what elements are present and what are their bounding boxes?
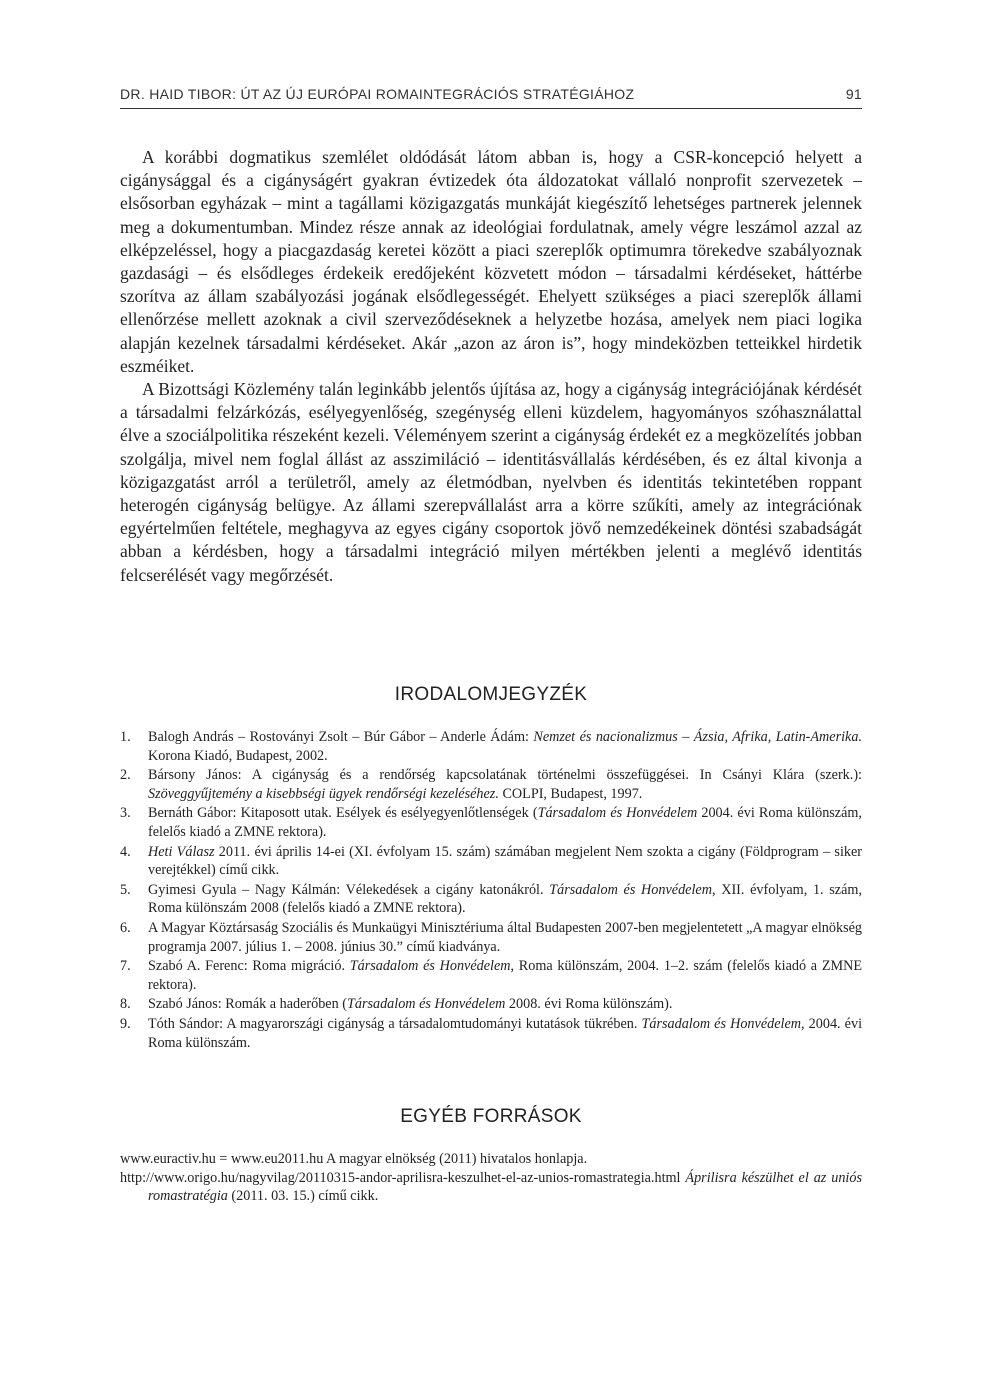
reference-item: [120, 728, 862, 765]
other-sources-list: [120, 1150, 862, 1206]
reference-item: [120, 881, 862, 918]
reference-text: Szabó János: Romák a haderőben (: [148, 996, 347, 1013]
reference-text: Gyimesi Gyula – Nagy Kálmán: Vélekedések a cigány katonákról.: [148, 881, 550, 898]
source-item: [120, 1169, 862, 1206]
reference-title: Társadalom és Honvédelem: [537, 805, 698, 822]
reference-number: 6.: [120, 919, 131, 936]
reference-text: Bársony János: A cigányság és a rendőrség kapcsolatának történelmi összefüggései. In Csányi Klára (szerk.):: [148, 767, 862, 784]
other-sources-heading: EGYÉB FORRÁSOK: [400, 1106, 582, 1127]
references-heading: IRODALOMJEGYZÉK: [394, 684, 588, 705]
reference-text: Balogh András – Rostoványi Zsolt – Búr Gábor – Anderle Ádám:: [148, 729, 534, 745]
reference-text: A Magyar Köztársaság Szociális és Munkaügyi Minisztériuma által Budapesten 2007-ben megjelentetett „A magyar elnökség programja 2007. július 1. – 2008. június 30.” című kiadványa.: [148, 919, 862, 955]
reference-text: Korona Kiadó, Budapest, 2002.: [148, 747, 328, 764]
source-item: [120, 1150, 862, 1169]
reference-title: Szöveggyűjtemény a kisebbségi ügyek rendőrségi kezeléséhez.: [148, 785, 499, 802]
source-text: (2011. 03. 15.) című cikk.: [227, 1188, 379, 1205]
page-number: 91: [845, 86, 862, 102]
reference-text: , XII. évfolyam, 1. szám, Roma különszám 2008 (felelős kiadó a ZMNE rektora).: [148, 881, 862, 917]
reference-item: [120, 843, 862, 880]
reference-number: 4.: [120, 843, 131, 860]
source-text: http://www.origo.hu/nagyvilag/20110315-andor-aprilisra-keszulhet-el-az-unios-romastrategia.html: [120, 1169, 686, 1186]
source-text: www.euractiv.hu = www.eu2011.hu A magyar elnökség (2011) hivatalos honlapja.: [120, 1151, 588, 1167]
reference-text: , 2004. évi Roma különszám.: [148, 1015, 863, 1051]
body-paragraph: A korábbi dogmatikus szemlélet oldódását látom abban is, hogy a CSR-koncepció helyett a cigánysággal és a cigányságért gyakran évtizedek óta áldozatokat vállaló nonprofit szervezetek – elsősorban egyházak – mint a tagállami közigazgatás munkáját kiegészítő lehetséges partnerek jelennek meg a dokumentumban. Mindez része annak az ideológiai fordulatnak, amely végre leszámol azzal az elképzeléssel, hogy a piacgazdaság keretei között a piaci szereplők optimumra törekedve szabályoznak gazdasági – és elsődleges érdekeik eredőjeként közvetett módon – társadalmi kérdéseket, háttérbe szorítva az állam szabályozási jogának elsődlegességét. Ehelyett szükséges a piaci szereplők állami ellenőrzése mellett azoknak a civil szerveződéseknek a helyzetbe hozása, amelyek nem piaci logika alapján kezelnek társadalmi kérdéseket. Akár „azon az áron is”, hogy mindeközben tetteikkel hirdetik eszméiket.: [120, 147, 862, 376]
reference-text: COLPI, Budapest, 1997.: [498, 785, 643, 802]
reference-number: 2.: [120, 767, 131, 784]
reference-title: Társadalom és Honvédelem: [346, 996, 506, 1013]
reference-item: [120, 919, 862, 956]
running-title: DR. HAID TIBOR: ÚT AZ ÚJ EURÓPAI ROMAINTEGRÁCIÓS STRATÉGIÁHOZ: [120, 86, 635, 102]
reference-item: [120, 766, 862, 803]
reference-number: 3.: [120, 805, 131, 822]
reference-number: 7.: [120, 958, 131, 975]
reference-list: [120, 728, 862, 1053]
reference-text: 2004. évi Roma különszám, felelős kiadó a ZMNE rektora).: [148, 805, 862, 840]
reference-text: 2011. évi április 14-ei (XI. évfolyam 15. szám) számában megjelent Nem szokta a cigány (Földprogram – siker verejtékkel) című cikk.: [148, 843, 863, 879]
reference-text: Bernáth Gábor: Kitaposott utak. Esélyek és esélyegyenlőtlenségek (: [148, 805, 538, 822]
reference-item: [120, 1015, 862, 1052]
reference-number: 5.: [120, 881, 131, 898]
reference-title: Társadalom és Honvédelem: [349, 958, 511, 975]
reference-title: Heti Válasz: [148, 843, 215, 860]
header-rule: [120, 108, 862, 109]
source-title: Áprilisra készülhet el az uniós romastratégia: [148, 1169, 862, 1205]
reference-item: [120, 995, 862, 1014]
reference-item: [120, 957, 862, 994]
reference-number: 9.: [120, 1015, 131, 1032]
reference-item: [120, 804, 862, 841]
body-paragraph: A Bizottsági Közlemény talán leginkább jelentős újítása az, hogy a cigányság integrációjának kérdését a társadalmi felzárkózás, esélyegyenlőség, szegénység elleni küzdelem, hagyományos szóhasználattal élve a szociálpolitika részeként kezeli. Véleményem szerint a cigányság érdekét ez a megközelítés jobban szolgálja, mivel nem foglal állást az asszimiláció – identitásvállalás kérdésében, és ez által kivonja a közigazgatást arról a területről, amely az életmódban, nyelvben és identitás tekintetében roppant heterogén cigányság belügye. Az állami szerepvállalást arra a körre szűkíti, amely az integrációnak egyértelműen feltétele, meghagyva az egyes cigány csoportok jövő nemzedékeinek döntési szabadságát abban a kérdésben, hogy a társadalmi integráció milyen mértékben jelenti a meglévő identitás felcserélését vagy megőrzését.: [120, 379, 862, 585]
body-text: [120, 146, 862, 587]
reference-title: Társadalom és Honvédelem: [641, 1015, 802, 1032]
reference-text: 2008. évi Roma különszám).: [505, 996, 673, 1013]
reference-text: , Roma különszám, 2004. 1–2. szám (felelős kiadó a ZMNE rektora).: [148, 958, 863, 993]
reference-title: Nemzet és nacionalizmus – Ázsia, Afrika, Latin-Amerika.: [533, 729, 862, 745]
reference-title: Társadalom és Honvédelem: [549, 881, 712, 898]
reference-number: 8.: [120, 996, 131, 1013]
running-header: [120, 86, 862, 106]
reference-number: 1.: [120, 729, 131, 745]
reference-text: Szabó A. Ferenc: Roma migráció.: [148, 958, 350, 975]
reference-text: Tóth Sándor: A magyarországi cigányság a társadalomtudományi kutatások tükrében.: [148, 1015, 642, 1032]
